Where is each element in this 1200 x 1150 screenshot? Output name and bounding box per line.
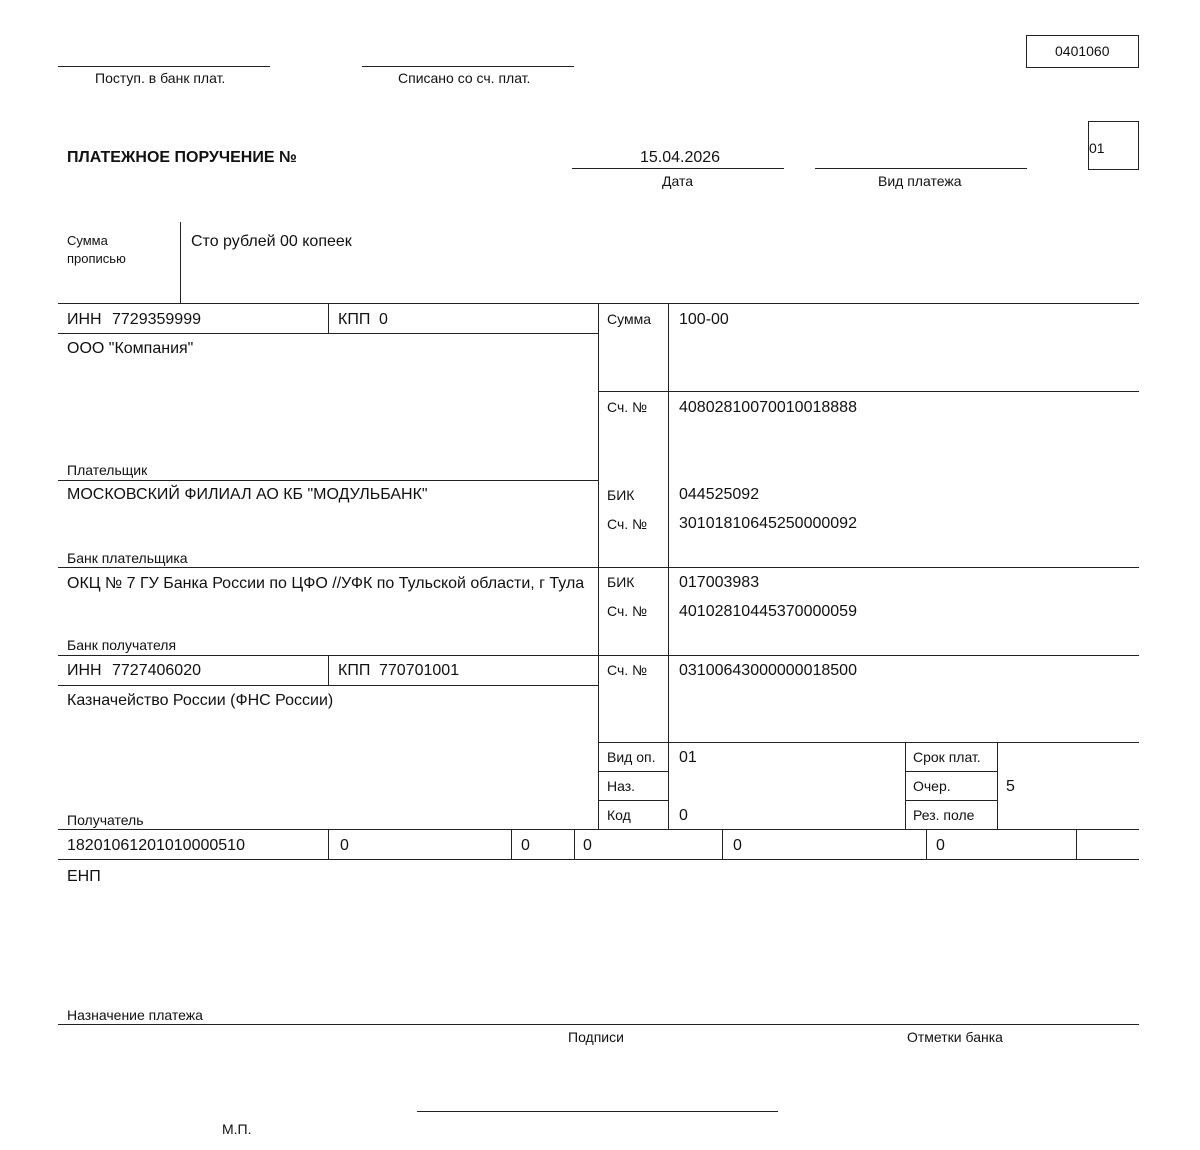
debited-label: Списано со сч. плат. — [398, 70, 531, 86]
sum-label: Сумма — [607, 311, 651, 327]
payer-bank-bik-label: БИК — [607, 487, 635, 503]
date-label: Дата — [662, 173, 694, 189]
sum-value: 100-00 — [679, 311, 729, 328]
tax-doc-date: 0 — [936, 837, 945, 854]
payer-name: ООО "Компания" — [67, 340, 194, 357]
payee-kpp: 770701001 — [379, 662, 460, 679]
tax-period: 0 — [583, 837, 592, 854]
purpose-text: ЕНП — [67, 868, 101, 885]
payee-bank-account-label: Сч. № — [607, 603, 648, 619]
payer-account-label: Сч. № — [607, 399, 648, 415]
tax-divider-5 — [926, 830, 927, 859]
payment-type-line — [815, 168, 1027, 169]
tax-divider-3 — [574, 830, 575, 859]
payer-kpp-label: КПП — [338, 311, 371, 328]
form-code: 0401060 — [1055, 43, 1110, 59]
debited-line — [362, 66, 574, 67]
payee-name: Казначейство России (ФНС России) — [67, 692, 334, 709]
date-value: 15.04.2026 — [640, 149, 721, 166]
kod-value: 0 — [679, 807, 688, 824]
tax-oktmo: 0 — [340, 837, 349, 854]
received-label: Поступ. в банк плат. — [95, 70, 226, 86]
payer-inn-line — [58, 333, 599, 334]
payee-inn-label: ИНН — [67, 662, 102, 679]
payer-bank-line — [58, 480, 599, 481]
bank-marks-label: Отметки банка — [907, 1029, 1003, 1045]
rez-label: Рез. поле — [913, 807, 975, 823]
payer-bank-name: МОСКОВСКИЙ ФИЛИАЛ АО КБ "МОДУЛЬБАНК" — [67, 486, 428, 503]
tax-kbk: 18201061201010000510 — [67, 837, 245, 854]
payee-inn: 7727406020 — [112, 662, 201, 679]
payer-bank-label: Банк плательщика — [67, 550, 188, 566]
payee-account-label: Сч. № — [607, 662, 648, 678]
label-value-divider-lower — [668, 742, 669, 829]
srok-row-line-1 — [905, 771, 997, 772]
sum-account-line — [599, 391, 1139, 392]
payee-inn-line — [58, 685, 599, 686]
payer-inn: 7729359999 — [112, 311, 201, 328]
tax-doc-number: 0 — [733, 837, 742, 854]
ocher-value: 5 — [1006, 778, 1015, 795]
amount-words-value: Сто рублей 00 копеек — [191, 233, 352, 250]
payee-bank-name: ОКЦ № 7 ГУ Банка России по ЦФО //УФК по Тульской области, г Тула — [67, 575, 585, 592]
signatures-label: Подписи — [568, 1029, 624, 1045]
payee-bank-label: Банк получателя — [67, 637, 177, 653]
status-code: 01 — [1089, 140, 1105, 156]
srok-row-line-2 — [905, 800, 997, 801]
payee-label: Получатель — [67, 812, 144, 828]
vid-op-label: Вид оп. — [607, 749, 656, 765]
tax-divider-6 — [1076, 830, 1077, 859]
stamp-label: М.П. — [222, 1121, 252, 1137]
tax-divider-4 — [722, 830, 723, 859]
ocher-label: Очер. — [913, 778, 951, 794]
payee-bank-bik: 017003983 — [679, 574, 760, 591]
naz-label: Наз. — [607, 778, 636, 794]
date-line — [572, 168, 784, 169]
operation-row-line-2 — [599, 800, 669, 801]
payee-kpp-label: КПП — [338, 662, 371, 679]
payer-inn-label: ИНН — [67, 311, 102, 328]
payer-bank-account: 30101810645250000092 — [679, 515, 857, 532]
srok-divider-left — [905, 743, 906, 829]
label-value-divider-upper — [668, 304, 669, 742]
payee-bank-bik-label: БИК — [607, 574, 635, 590]
amount-words-label-2: прописью — [67, 251, 126, 266]
purpose-label: Назначение платежа — [67, 1007, 203, 1023]
amount-words-label-1: Сумма — [67, 233, 108, 248]
tax-row-top-line — [58, 829, 1139, 830]
payee-bank-account: 40102810445370000059 — [679, 603, 857, 620]
operation-line — [599, 742, 1139, 743]
payer-bank-bik: 044525092 — [679, 486, 760, 503]
payer-account: 40802810070010018888 — [679, 399, 857, 416]
payer-kpp: 0 — [379, 311, 388, 328]
operation-row-line-1 — [599, 771, 669, 772]
payee-bank-line — [58, 567, 1139, 568]
srok-label: Срок плат. — [913, 749, 981, 765]
payer-bank-account-label: Сч. № — [607, 516, 648, 532]
srok-divider-right — [997, 743, 998, 829]
vid-op-value: 01 — [679, 749, 697, 766]
tax-row-bottom-line — [58, 859, 1139, 860]
payee-account: 03100643000000018500 — [679, 662, 857, 679]
kod-label: Код — [607, 807, 631, 823]
tax-divider-2 — [511, 830, 512, 859]
payee-line — [58, 655, 1139, 656]
tax-basis: 0 — [521, 837, 530, 854]
payer-label: Плательщик — [67, 462, 148, 478]
tax-divider-1 — [328, 830, 329, 859]
amount-words-divider — [180, 222, 181, 304]
received-line — [58, 66, 270, 67]
payer-inn-kpp-divider — [328, 304, 329, 333]
signature-line — [417, 1111, 778, 1112]
document-title: ПЛАТЕЖНОЕ ПОРУЧЕНИЕ № — [67, 149, 297, 166]
payee-inn-kpp-divider — [328, 656, 329, 685]
purpose-line — [58, 1024, 1139, 1025]
payment-type-label: Вид платежа — [878, 173, 962, 189]
